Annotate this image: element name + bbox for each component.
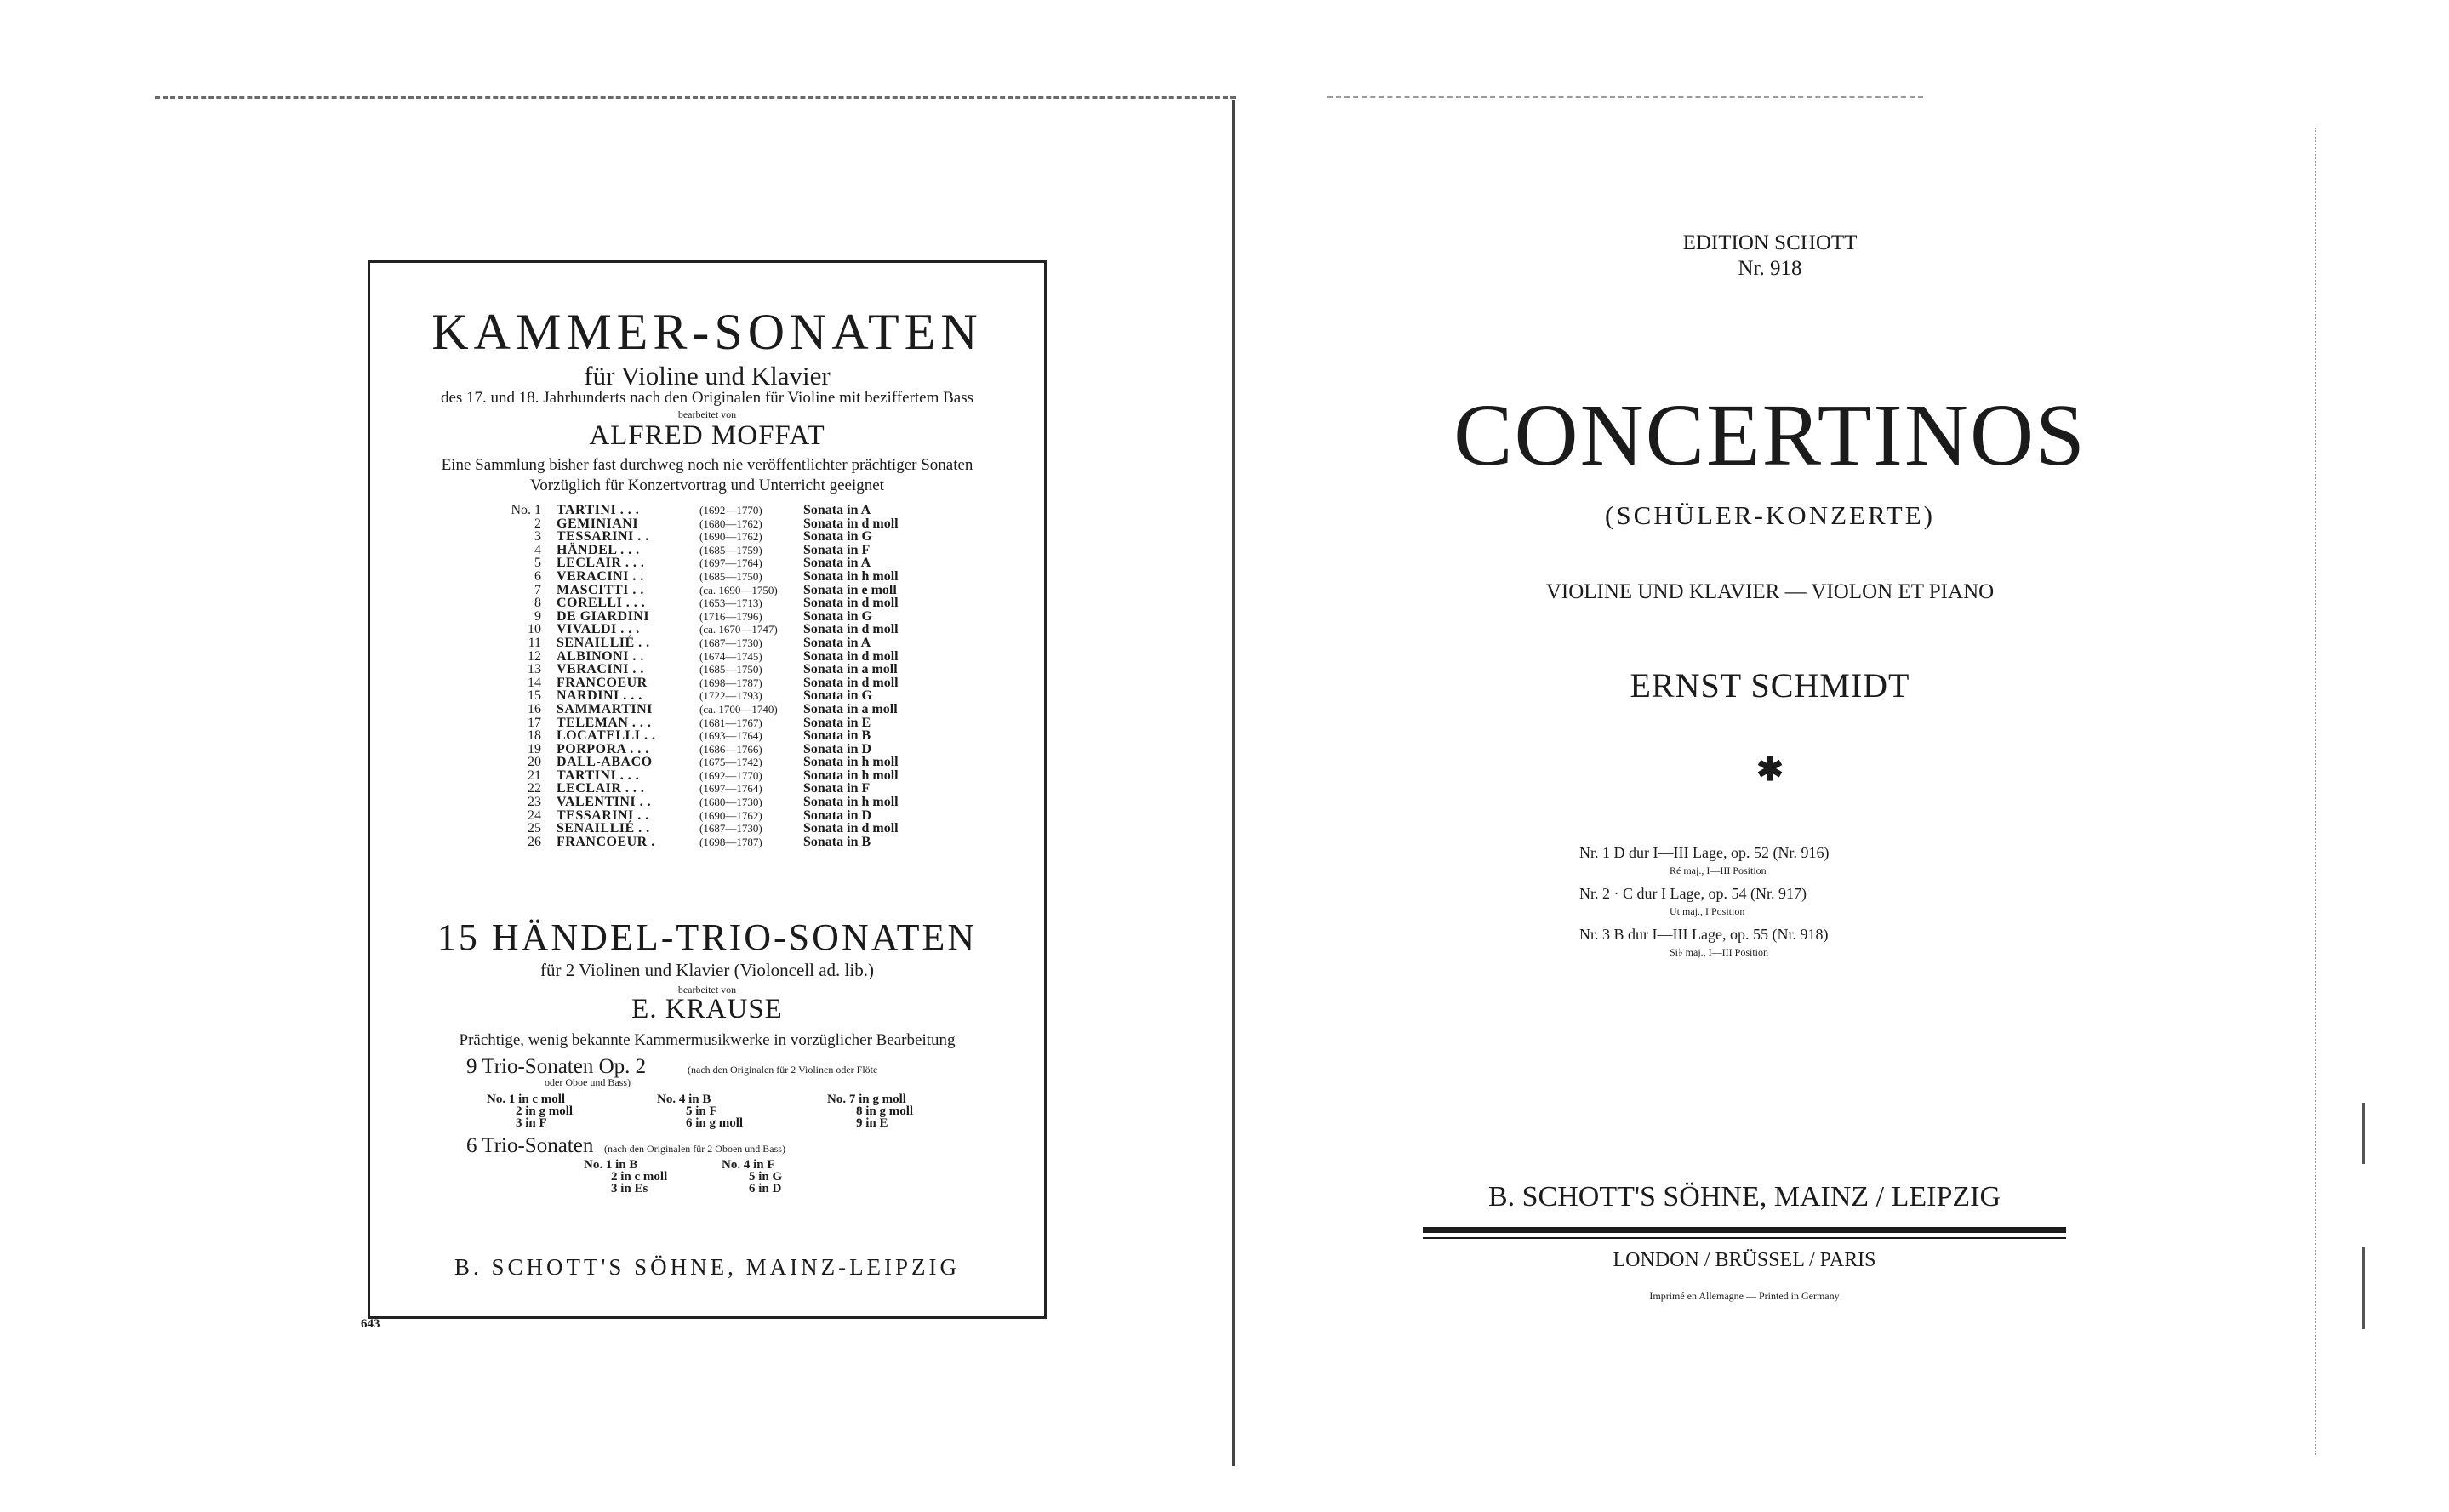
right-page-edge (2315, 128, 2316, 1455)
trio-item: No. 4 in B (657, 1093, 711, 1106)
sonata-number: No. 1 (511, 503, 541, 517)
sonata-number: 12 (528, 648, 541, 664)
kammer-desc2: Vorzüglich für Konzertvortrag und Unterricht geeignet (530, 476, 884, 494)
sonata-years: (1692—1770) (699, 768, 762, 782)
sonata-composer: FRANCOEUR . (557, 834, 655, 849)
work-2: Nr. 2 · C dur I Lage, op. 54 (Nr. 917) (1579, 885, 1807, 902)
sonata-number: 21 (528, 767, 541, 783)
sonata-composer: MASCITTI . . (557, 582, 644, 597)
edition-label: EDITION SCHOTT (1682, 231, 1858, 254)
work-3: Nr. 3 B dur I—III Lage, op. 55 (Nr. 918) (1579, 926, 1829, 943)
sonata-composer: FRANCOEUR (557, 675, 648, 690)
sonata-number: 4 (534, 542, 541, 557)
sonata-key: Sonata in D (803, 807, 872, 823)
sonata-key: Sonata in d moll (803, 675, 899, 690)
edge-mark (2362, 1103, 2365, 1164)
trio-item: 3 in Es (611, 1182, 648, 1195)
sonata-number: 14 (528, 675, 541, 690)
kammer-desc1: Eine Sammlung bisher fast durchweg noch nie veröffentlichter prächtiger Sonaten (441, 456, 973, 474)
page-number: 643 (361, 1317, 380, 1331)
trio-set1-title: 9 Trio-Sonaten Op. 2 (466, 1055, 647, 1078)
sonata-years: (1680—1762) (699, 516, 762, 530)
sonata-number: 26 (528, 834, 541, 849)
sonata-number: 2 (534, 516, 541, 531)
sonata-key: Sonata in d moll (803, 648, 899, 664)
publisher-cities: LONDON / BRÜSSEL / PARIS (1613, 1249, 1876, 1271)
sonata-key: Sonata in h moll (803, 568, 899, 584)
sonata-composer: PORPORA . . . (557, 741, 649, 756)
sonata-number: 9 (534, 608, 541, 624)
sonata-composer: TARTINI . . . (557, 503, 640, 517)
sonata-key: Sonata in h moll (803, 767, 899, 783)
right-publisher: B. SCHOTT'S SÖHNE, MAINZ / LEIPZIG (1487, 1181, 2001, 1212)
top-edge-right (1327, 96, 1923, 98)
sonata-years: (1698—1787) (699, 676, 762, 689)
kammer-line1: des 17. und 18. Jahrhunderts nach den Originalen für Violine mit beziffertem Bass (440, 389, 974, 407)
main-title: CONCERTINOS (1453, 386, 2087, 484)
sonata-years: (1690—1762) (699, 530, 762, 544)
trio-item: No. 1 in c moll (487, 1093, 566, 1106)
sonata-years: (1681—1767) (699, 716, 762, 729)
sonata-key: Sonata in G (803, 688, 872, 704)
sonata-composer: TESSARINI . . (557, 807, 649, 823)
sonata-years: (1693—1764) (699, 729, 762, 743)
sonata-key: Sonata in e moll (803, 582, 897, 597)
trio-item: 2 in c moll (611, 1170, 668, 1184)
sonata-number: 15 (528, 688, 541, 704)
sonata-number: 13 (528, 662, 541, 677)
sonata-years: (1722—1793) (699, 689, 762, 703)
sonata-key: Sonata in B (803, 728, 871, 744)
work-3-sub: Si♭ maj., I—III Position (1670, 946, 1768, 958)
trio-item: 6 in D (749, 1182, 782, 1195)
sonata-key: Sonata in d moll (803, 596, 899, 611)
sonata-years: (ca. 1670—1747) (699, 623, 778, 636)
sonata-years: (1686—1766) (699, 742, 762, 756)
instruments: VIOLINE UND KLAVIER — VIOLON ET PIANO (1545, 580, 1995, 603)
publisher-rule-thin (1423, 1237, 2066, 1239)
sonata-years: (1690—1762) (699, 808, 762, 822)
sonata-key: Sonata in d moll (803, 622, 899, 637)
work-2-sub: Ut maj., I Position (1670, 905, 1745, 917)
sonata-years: (1675—1742) (699, 756, 762, 769)
sonata-number: 17 (528, 715, 541, 730)
trio-item: 5 in F (686, 1104, 717, 1118)
sonata-years: (ca. 1690—1750) (699, 583, 778, 596)
sonata-key: Sonata in F (803, 781, 871, 796)
sonata-composer: LECLAIR . . . (557, 781, 645, 796)
work-1: Nr. 1 D dur I—III Lage, op. 52 (Nr. 916) (1579, 844, 1830, 861)
trio-set2-title: 6 Trio-Sonaten (466, 1134, 594, 1157)
sonata-composer: VERACINI . . (557, 662, 644, 677)
publisher-rule-thick (1423, 1227, 2066, 1233)
sonata-composer: TELEMAN . . . (557, 715, 652, 730)
sonata-years: (1697—1764) (699, 782, 762, 796)
trio-item: No. 1 in B (584, 1158, 638, 1172)
sonata-number: 11 (528, 635, 541, 650)
handel-subtitle: für 2 Violinen und Klavier (Violoncell ad. lib.) (540, 960, 874, 980)
sonata-composer: SAMMARTINI (557, 701, 653, 716)
sonata-years: (1685—1759) (699, 543, 762, 556)
sonata-number: 19 (528, 741, 541, 756)
sonata-years: (1687—1730) (699, 636, 762, 649)
sonata-key: Sonata in B (803, 834, 871, 849)
sonata-key: Sonata in d moll (803, 516, 899, 531)
sonata-number: 10 (528, 622, 541, 637)
sonata-number: 18 (528, 728, 541, 744)
main-subtitle: (SCHÜLER-KONZERTE) (1605, 500, 1935, 530)
work-1-sub: Ré maj., I—III Position (1670, 864, 1767, 876)
sonata-composer: DE GIARDINI (557, 608, 650, 624)
trio-item: No. 7 in g moll (827, 1093, 906, 1106)
sonata-composer: LECLAIR . . . (557, 556, 645, 571)
sonata-composer: SENAILLIÉ . . (557, 821, 650, 836)
sonata-composer: NARDINI . . . (557, 688, 642, 704)
sonata-number: 6 (534, 568, 541, 584)
sonata-key: Sonata in a moll (803, 662, 898, 677)
sonata-key: Sonata in F (803, 542, 871, 557)
kammer-title: KAMMER-SONATEN (431, 304, 983, 360)
sonata-years: (1716—1796) (699, 609, 762, 623)
sonata-key: Sonata in d moll (803, 821, 899, 836)
trio-set1-note1: (nach den Originalen für 2 Violinen oder Flöte (688, 1064, 878, 1076)
sonata-composer: VALENTINI . . (557, 795, 652, 810)
trio-set2-note: (nach den Originalen für 2 Oboen und Bass) (604, 1143, 785, 1155)
trio-item: 3 in F (516, 1116, 547, 1130)
sonata-years: (1697—1764) (699, 556, 762, 570)
sonata-number: 22 (528, 781, 541, 796)
sonata-number: 3 (534, 529, 541, 545)
sonata-composer: LOCATELLI . . (557, 728, 656, 744)
sonata-years: (1698—1787) (699, 835, 762, 848)
sonata-number: 25 (528, 821, 541, 836)
sonata-composer: SENAILLIÉ . . (557, 635, 650, 650)
sonata-key: Sonata in A (803, 556, 871, 571)
sonata-key: Sonata in A (803, 635, 871, 650)
handel-desc: Prächtige, wenig bekannte Kammermusikwerke in vorzüglicher Bearbeitung (459, 1031, 956, 1049)
sonata-composer: TESSARINI . . (557, 529, 649, 545)
sonata-number: 24 (528, 807, 541, 823)
sonata-number: 7 (534, 582, 541, 597)
sonata-years: (1653—1713) (699, 596, 762, 610)
kammer-arranged-by: bearbeitet von (677, 408, 737, 420)
sonata-composer: CORELLI . . . (557, 596, 646, 611)
kammer-subtitle: für Violine und Klavier (584, 361, 831, 391)
handel-arranger: E. KRAUSE (631, 994, 783, 1024)
sonata-key: Sonata in h moll (803, 755, 899, 770)
edge-mark (2362, 1247, 2365, 1329)
sonata-key: Sonata in D (803, 741, 872, 756)
trio-item: 2 in g moll (516, 1104, 574, 1118)
sonata-number: 8 (534, 596, 541, 611)
page-spine (1232, 100, 1235, 1466)
sonata-key: Sonata in G (803, 608, 872, 624)
sonata-composer: DALL-ABACO (557, 755, 653, 770)
sonata-years: (1692—1770) (699, 504, 762, 516)
left-publisher: B. SCHOTT'S SÖHNE, MAINZ-LEIPZIG (454, 1254, 961, 1280)
kammer-arranger: ALFRED MOFFAT (589, 420, 825, 451)
trio-item: 8 in g moll (856, 1104, 914, 1118)
sonata-years: (1680—1730) (699, 796, 762, 809)
sonata-years: (ca. 1700—1740) (699, 702, 778, 716)
edition-number: Nr. 918 (1738, 257, 1802, 280)
sonata-number: 16 (528, 701, 541, 716)
sonata-composer: TARTINI . . . (557, 767, 640, 783)
sonata-number: 20 (528, 755, 541, 770)
star-ornament-icon: ✱ (1756, 752, 1784, 788)
sonata-years: (1685—1750) (699, 569, 762, 583)
sonata-composer: HÄNDEL . . . (557, 542, 640, 557)
sonata-composer: VIVALDI . . . (557, 622, 640, 637)
printed-in: Imprimé en Allemagne — Printed in Germany (1649, 1290, 1840, 1302)
trio-item: No. 4 in F (722, 1158, 775, 1172)
sonata-years: (1687—1730) (699, 822, 762, 836)
trio-item: 5 in G (749, 1170, 783, 1184)
sonata-composer: VERACINI . . (557, 568, 644, 584)
top-edge-left (155, 96, 1236, 99)
sonata-composer: ALBINONI . . (557, 648, 644, 664)
trio-item: 6 in g moll (686, 1116, 744, 1130)
handel-title: 15 HÄNDEL-TRIO-SONATEN (437, 916, 978, 958)
sonata-key: Sonata in G (803, 529, 872, 545)
sonata-composer: GEMINIANI (557, 516, 639, 531)
sonata-number: 23 (528, 795, 541, 810)
trio-set1-note2: oder Oboe und Bass) (545, 1076, 631, 1088)
sonata-number: 5 (534, 556, 541, 571)
sonata-key: Sonata in A (803, 503, 871, 517)
handel-arranged-by: bearbeitet von (677, 984, 737, 996)
sonata-key: Sonata in a moll (803, 701, 898, 716)
sonata-years: (1674—1745) (699, 649, 762, 663)
sonata-key: Sonata in h moll (803, 795, 899, 810)
composer-name: ERNST SCHMIDT (1630, 666, 1910, 705)
sonata-years: (1685—1750) (699, 663, 762, 676)
sonata-key: Sonata in E (803, 715, 871, 730)
trio-item: 9 in E (856, 1116, 888, 1130)
